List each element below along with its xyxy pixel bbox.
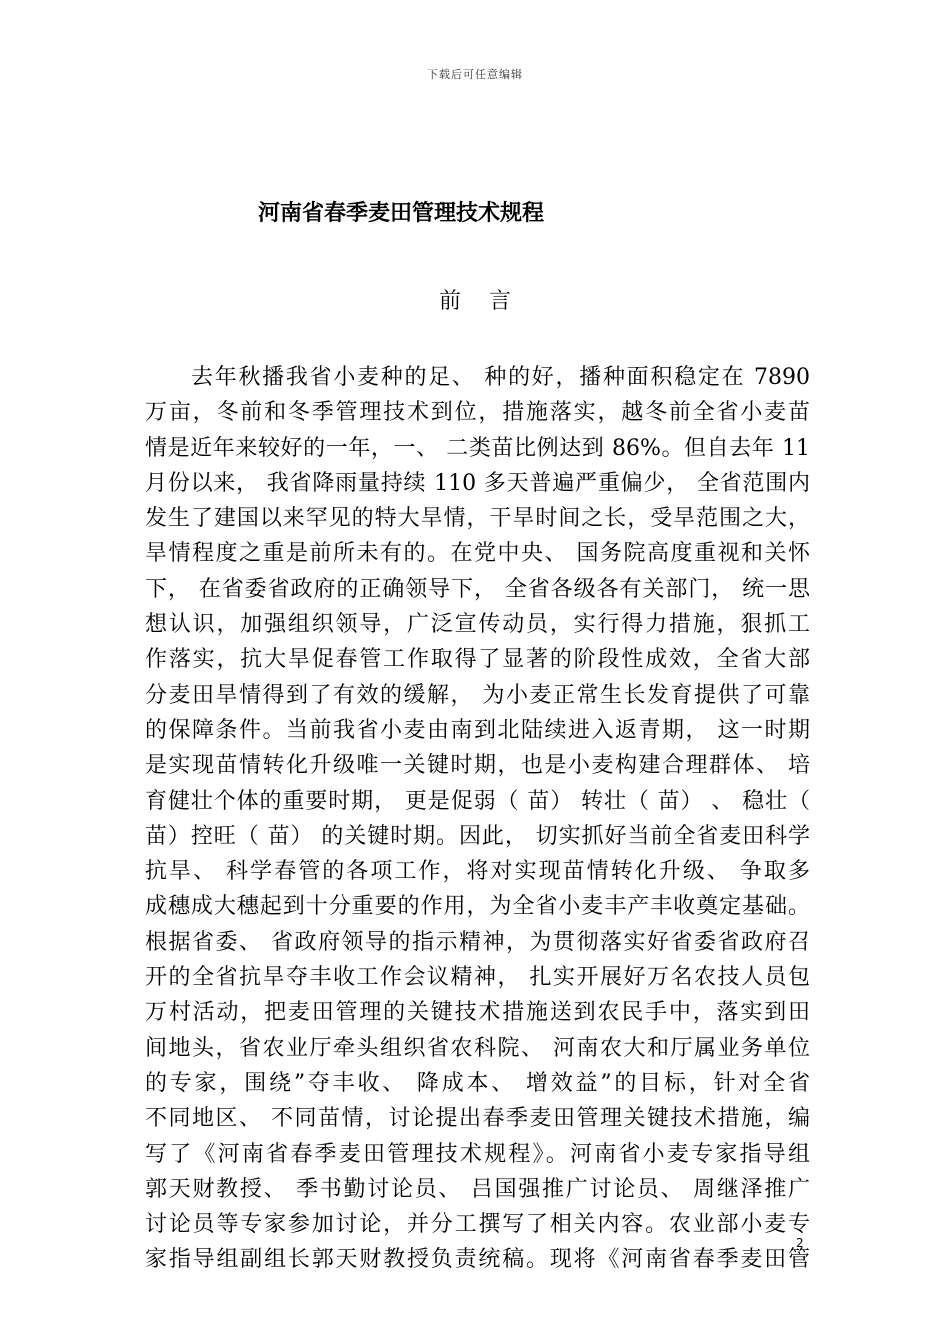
section-heading: 前言 (438, 289, 539, 314)
paragraph-line: 旱情程度之重是前所未有的。在党中央、 国务院高度重视和关怀 (145, 541, 810, 567)
paragraph-line: 想认识，加强组织领导，广泛宣传动员，实行得力措施，狠抓工 (145, 612, 810, 638)
paragraph-line: 开的全省抗旱夺丰收工作会议精神， 扎实开展好万名农技人员包 (145, 965, 810, 991)
paragraph-line: 成穗成大穗起到十分重要的作用，为全省小麦丰产丰收奠定基础。 (145, 894, 810, 920)
paragraph-line: 月份以来， 我省降雨量持续 110 多天普遍严重偏少， 全省范围内 (145, 470, 810, 496)
paragraph-line: 育健壮个体的重要时期， 更是促弱（ 苗） 转壮（ 苗） 、 稳壮（ (145, 788, 810, 814)
paragraph-line: 的专家，围绕”夺丰收、 降成本、 增效益”的目标，针对全省 (145, 1070, 810, 1096)
page-number: 2 (796, 1236, 804, 1250)
paragraph-line: 万亩，冬前和冬季管理技术到位，措施落实，越冬前全省小麦苗 (145, 400, 810, 426)
paragraph-line: 情是近年来较好的一年，一、 二类苗比例达到 86%。但自去年 11 (145, 435, 810, 461)
paragraph-line: 作落实，抗大旱促春管工作取得了显著的阶段性成效，全省大部 (145, 647, 810, 673)
paragraph-line: 去年秋播我省小麦种的足、 种的好，播种面积稳定在 7890 (191, 365, 810, 390)
body-paragraph (145, 360, 810, 1278)
paragraph-line: 抗旱、 科学春管的各项工作，将对实现苗情转化升级、 争取多 (145, 859, 810, 885)
paragraph-line: 讨论员等专家参加讨论，并分工撰写了相关内容。农业部小麦专 (145, 1212, 810, 1238)
paragraph-line: 下， 在省委省政府的正确领导下， 全省各级各有关部门， 统一思 (145, 576, 810, 602)
paragraph-line: 根据省委、 省政府领导的指示精神，为贯彻落实好省委省政府召 (145, 929, 810, 955)
paragraph-line: 分麦田旱情得到了有效的缓解， 为小麦正常生长发育提供了可靠 (145, 682, 810, 708)
paragraph-line: 的保障条件。当前我省小麦由南到北陆续进入返青期， 这一时期 (145, 717, 810, 743)
document-title: 河南省春季麦田管理技术规程 (258, 201, 545, 226)
paragraph-line: 间地头，省农业厅牵头组织省农科院、 河南农大和厅属业务单位 (145, 1035, 810, 1061)
paragraph-line: 发生了建国以来罕见的特大旱情，干旱时间之长，受旱范围之大， (145, 506, 810, 532)
paragraph-line: 郭天财教授、 季书勤讨论员、 吕国强推广讨论员、 周继泽推广 (145, 1176, 810, 1202)
paragraph-line: 是实现苗情转化升级唯一关键时期，也是小麦构建合理群体、 培 (145, 753, 810, 779)
paragraph-line: 家指导组副组长郭天财教授负责统稿。现将《河南省春季麦田管 (145, 1247, 810, 1273)
paragraph-line: 万村活动，把麦田管理的关键技术措施送到农民手中，落实到田 (145, 1000, 810, 1026)
paragraph-line: 不同地区、 不同苗情，讨论提出春季麦田管理关键技术措施，编 (145, 1106, 810, 1132)
paragraph-line: 苗）控旺（ 苗） 的关键时期。因此， 切实抓好当前全省麦田科学 (145, 823, 810, 849)
paragraph-line: 写了《河南省春季麦田管理技术规程》。河南省小麦专家指导组 (145, 1141, 810, 1167)
page-header-note: 下载后可任意编辑 (427, 68, 523, 81)
